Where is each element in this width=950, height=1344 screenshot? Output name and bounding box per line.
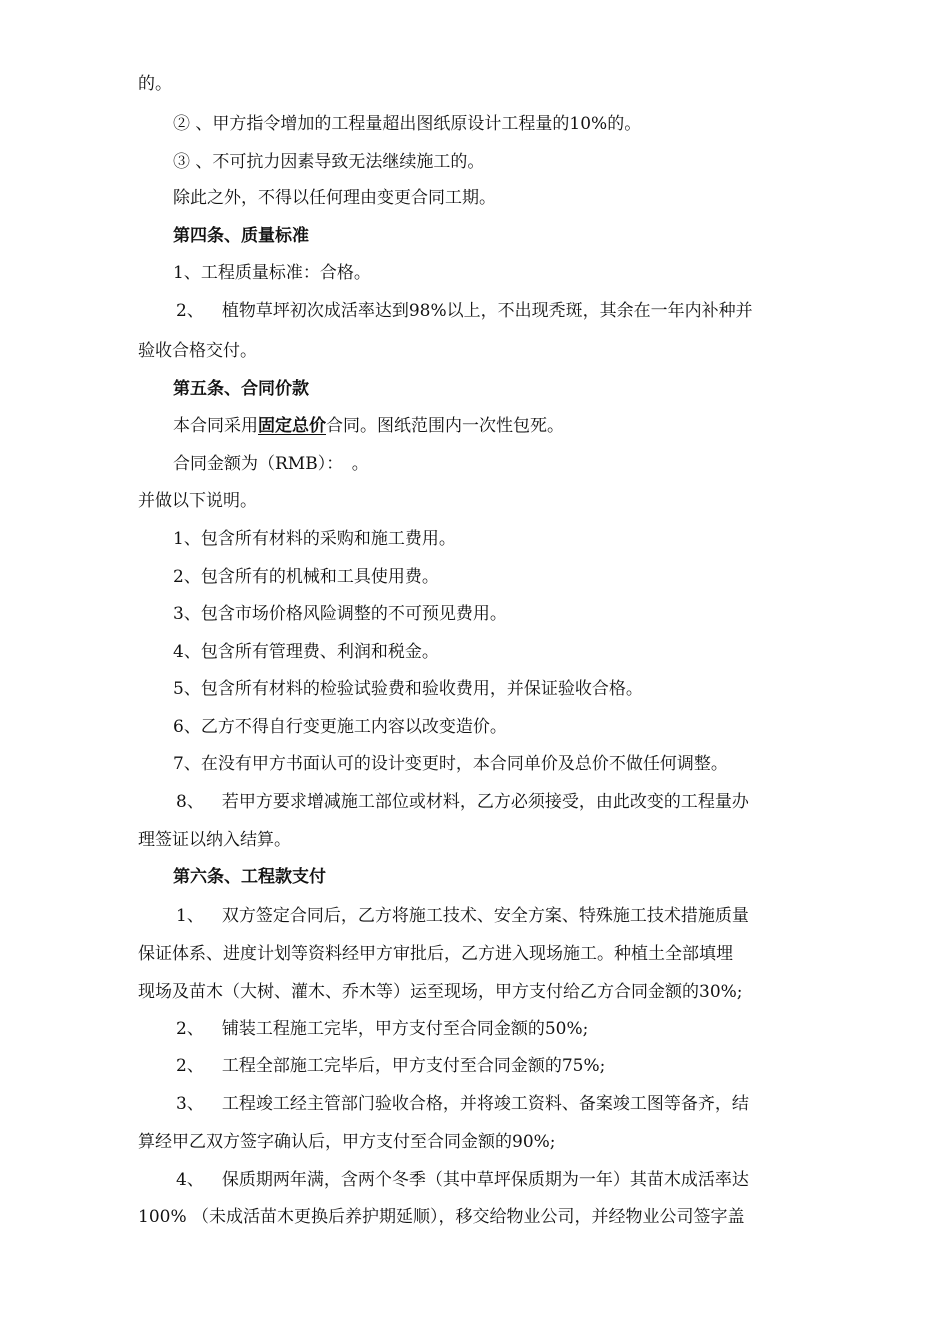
list-item: 1、包含所有材料的采购和施工费用。 — [173, 529, 456, 549]
paragraph-line: 理签证以纳入结算。 — [138, 830, 291, 850]
paragraph-line: 100% （未成活苗木更换后养护期延顺），移交给物业公司，并经物业公司签字盖 — [138, 1207, 745, 1227]
item-number: 2、 — [176, 1056, 204, 1076]
paragraph-line: 现场及苗木（大树、灌木、乔木等）运至现场，甲方支付给乙方合同金额的30%; — [138, 982, 743, 1002]
item-text: 铺装工程施工完毕，甲方支付至合同金额的50%; — [221, 1019, 589, 1039]
text-span: 本合同采用 — [173, 416, 258, 436]
list-item — [176, 905, 876, 927]
item-text: 保质期两年满，含两个冬季（其中草坪保质期为一年）其苗木成活率达 — [221, 1170, 749, 1190]
list-item: 5、包含所有材料的检验试验费和验收费用，并保证验收合格。 — [173, 679, 643, 699]
list-item: 7、在没有甲方书面认可的设计变更时，本合同单价及总价不做任何调整。 — [173, 754, 728, 774]
item-text: 植物草坪初次成活率达到98%以上，不出现秃斑，其余在一年内补种并 — [221, 301, 753, 321]
list-item — [176, 1018, 876, 1040]
paragraph-line: 保证体系、进度计划等资料经甲方审批后，乙方进入现场施工。种植土全部填埋 — [138, 944, 733, 964]
item-number: 2、 — [176, 301, 204, 321]
underlined-term: 固定总价 — [258, 416, 326, 436]
paragraph-line: 1、工程质量标准：合格。 — [173, 263, 371, 283]
list-item — [176, 1169, 876, 1191]
list-item: 6、乙方不得自行变更施工内容以改变造价。 — [173, 717, 507, 737]
item-number: 3、 — [176, 1094, 204, 1114]
item-text: 工程全部施工完毕后，甲方支付至合同金额的75%; — [221, 1056, 606, 1076]
item-text: 若甲方要求增减施工部位或材料，乙方必须接受，由此改变的工程量办 — [221, 792, 749, 812]
contract-amount-line: 合同金额为（RMB）： 。 — [173, 454, 369, 474]
paragraph-line — [176, 300, 876, 322]
list-item: 3、包含市场价格风险调整的不可预见费用。 — [173, 604, 507, 624]
list-item: 4、包含所有管理费、利润和税金。 — [173, 642, 439, 662]
paragraph-line: ② 、甲方指令增加的工程量超出图纸原设计工程量的10%的。 — [173, 114, 642, 134]
list-item — [176, 1093, 876, 1115]
section-heading: 第四条、质量标准 — [173, 226, 309, 246]
item-number: 1、 — [176, 906, 204, 926]
list-item — [176, 791, 876, 813]
paragraph-line: 并做以下说明。 — [138, 491, 257, 511]
list-item: 2、包含所有的机械和工具使用费。 — [173, 567, 439, 587]
paragraph-line: 算经甲乙双方签字确认后，甲方支付至合同金额的90%; — [138, 1132, 556, 1152]
paragraph-line: ③ 、不可抗力因素导致无法继续施工的。 — [173, 152, 485, 172]
item-text: 双方签定合同后，乙方将施工技术、安全方案、特殊施工技术措施质量 — [221, 906, 749, 926]
paragraph-line: 验收合格交付。 — [138, 341, 257, 361]
paragraph-line: 的。 — [138, 74, 172, 94]
item-number: 8、 — [176, 792, 204, 812]
text-span: 合同。图纸范围内一次性包死。 — [326, 416, 564, 436]
section-heading: 第六条、工程款支付 — [173, 867, 326, 887]
paragraph-line: 除此之外，不得以任何理由变更合同工期。 — [173, 188, 496, 208]
list-item — [176, 1055, 876, 1077]
item-number: 4、 — [176, 1170, 204, 1190]
section-heading: 第五条、合同价款 — [173, 379, 309, 399]
item-number: 2、 — [176, 1019, 204, 1039]
paragraph-line — [173, 415, 873, 437]
item-text: 工程竣工经主管部门验收合格，并将竣工资料、备案竣工图等备齐，结 — [221, 1094, 749, 1114]
